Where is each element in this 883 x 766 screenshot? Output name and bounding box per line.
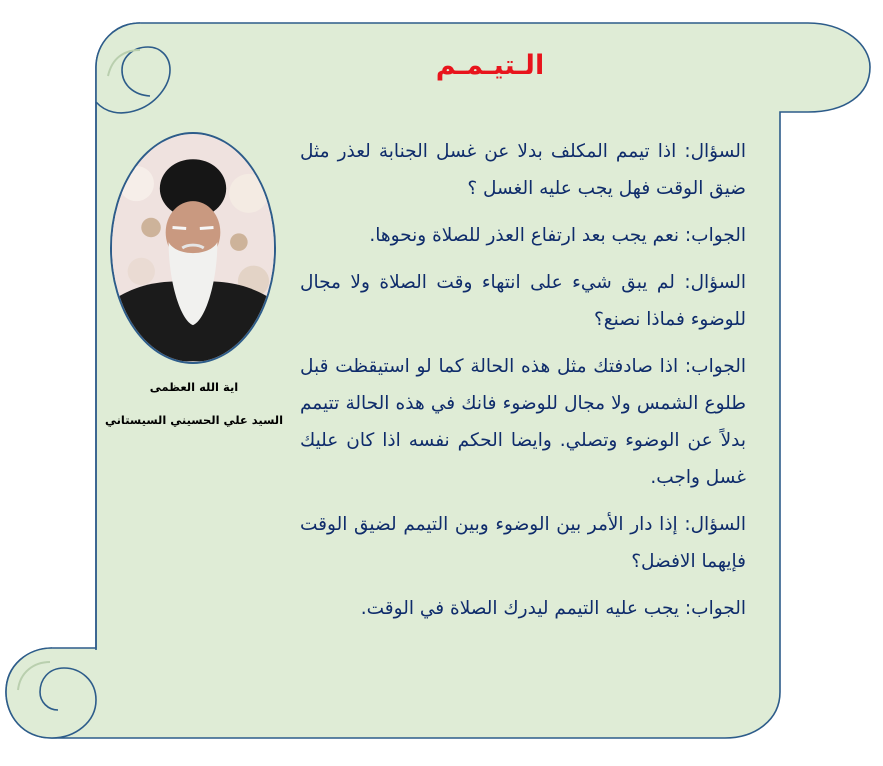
answer-3: الجواب: يجب عليه التيمم ليدرك الصلاة في الوقت. (360, 598, 746, 619)
caption-name: السيد علي الحسيني السيستاني (104, 413, 284, 427)
question-1: السؤال: اذا تيمم المكلف بدلا عن غسل الجنابة لعذر مثل ضيق الوقت فهل يجب عليه الغسل ؟ (300, 141, 746, 199)
question-2: السؤال: لم يبق شيء على انتهاء وقت الصلاة ولا مجال للوضوء فماذا نصنع؟ (300, 272, 746, 330)
page-title: الـتيـمـم (435, 50, 545, 81)
question-3: السؤال: إذا دار الأمر بين الوضوء وبين التيمم لضيق الوقت فإيهما الافضل؟ (300, 514, 746, 572)
qa-text (300, 133, 746, 637)
caption-title: اية الله العظمى (149, 380, 239, 394)
portrait-image (110, 132, 276, 364)
answer-1: الجواب: نعم يجب بعد ارتفاع العذر للصلاة ونحوها. (369, 225, 746, 246)
answer-2: الجواب: اذا صادفتك مثل هذه الحالة كما لو استيقظت قبل طلوع الشمس ولا مجال للوضوء فانك في هذه الحالة تتيمم بدلاً عن الوضوء وتصلي. وايضا الحكم نفسه اذا كان عليك غسل واجب. (300, 356, 746, 488)
